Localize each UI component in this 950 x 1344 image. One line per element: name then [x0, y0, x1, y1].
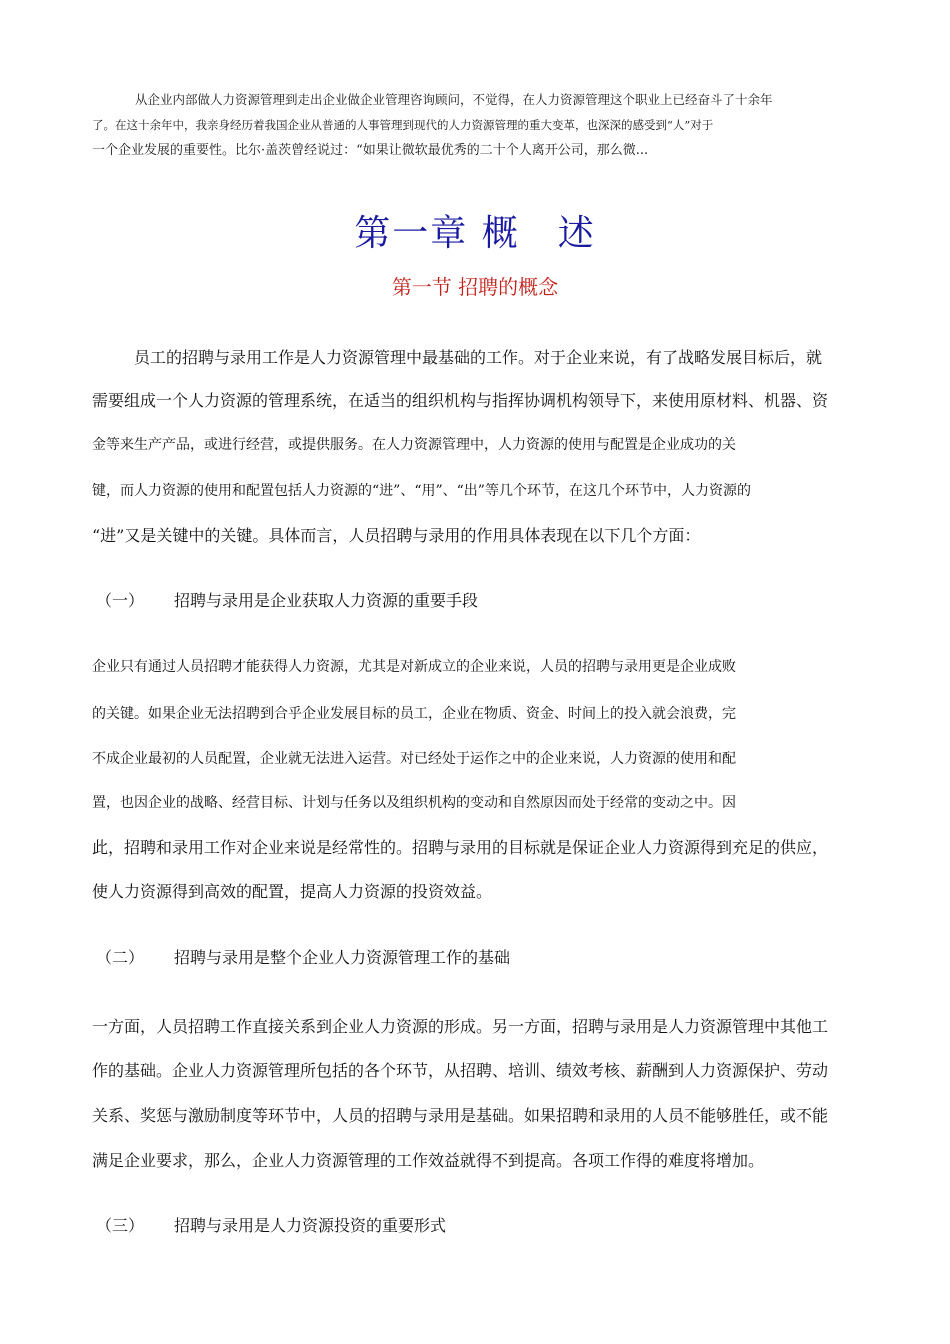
heading-3	[96, 1218, 446, 1234]
intro-line-3: 一个企业发展的重要性。比尔·盖茨曾经说过：“如果让微软最优秀的二十个人离开公司，那么微...	[92, 143, 649, 158]
paragraph-3-line-1: 一方面，人员招聘工作直接关系到企业人力资源的形成。另一方面，招聘与录用是人力资源管理中其他工	[92, 1017, 829, 1036]
heading-1-text: 招聘与录用是企业获取人力资源的重要手段	[174, 591, 479, 610]
paragraph-2-line-6: 使人力资源得到高效的配置，提高人力资源的投资效益。	[92, 882, 493, 901]
intro-line-1: 从企业内部做人力资源管理到走出企业做企业管理咨询顾问，不觉得，在人力资源管理这个职业上已经奋斗了十余年	[135, 92, 773, 107]
paragraph-1-line-3: 金等来生产产品，或进行经营，或提供服务。在人力资源管理中，人力资源的使用与配置是企业成功的关	[92, 437, 736, 453]
paragraph-2-line-3: 不成企业最初的人员配置，企业就无法进入运营。对已经处于运作之中的企业来说，人力资源的使用和配	[92, 751, 736, 767]
chapter-title: 第一章 概 述	[354, 213, 596, 254]
paragraph-2-line-4: 置，也因企业的战略、经营目标、计划与任务以及组织机构的变动和自然原因而处于经常的变动之中。因	[92, 795, 736, 811]
paragraph-1-line-2: 需要组成一个人力资源的管理系统，在适当的组织机构与指挥协调机构领导下，来使用原材料、机器、资	[92, 391, 829, 410]
heading-3-number: （三）	[96, 1216, 145, 1235]
paragraph-2-line-2: 的关键。如果企业无法招聘到合乎企业发展目标的员工，企业在物质、资金、时间上的投入就会浪费，完	[92, 706, 736, 722]
heading-3-text: 招聘与录用是人力资源投资的重要形式	[174, 1216, 447, 1235]
intro-line-2: 了。在这十余年中，我亲身经历着我国企业从普通的人事管理到现代的人力资源管理的重大变革，也深深的感受到“人”对于	[92, 118, 714, 132]
heading-2	[96, 950, 510, 966]
paragraph-2-line-1: 企业只有通过人员招聘才能获得人力资源，尤其是对新成立的企业来说，人员的招聘与录用更是企业成败	[92, 659, 736, 675]
paragraph-3-line-3: 关系、奖惩与激励制度等环节中，人员的招聘与录用是基础。如果招聘和录用的人员不能够胜任，或不能	[92, 1106, 829, 1125]
paragraph-1-line-5: “进”又是关键中的关键。具体而言，人员招聘与录用的作用具体表现在以下几个方面：	[92, 526, 701, 545]
paragraph-2-line-5: 此，招聘和录用工作对企业来说是经常性的。招聘与录用的目标就是保证企业人力资源得到充足的供应，	[92, 838, 829, 857]
heading-1	[96, 593, 478, 609]
paragraph-1-line-1: 员工的招聘与录用工作是人力资源管理中最基础的工作。对于企业来说，有了战略发展目标后，就	[134, 348, 823, 367]
heading-1-number: （一）	[96, 591, 145, 610]
paragraph-3-line-4: 满足企业要求，那么，企业人力资源管理的工作效益就得不到提高。各项工作得的难度将增加。	[92, 1151, 765, 1170]
paragraph-1-line-4: 键，而人力资源的使用和配置包括人力资源的“进”、“用”、“出”等几个环节，在这几个环节中，人力资源的	[92, 483, 751, 499]
heading-2-text: 招聘与录用是整个企业人力资源管理工作的基础	[174, 948, 511, 967]
paragraph-3-line-2: 作的基础。企业人力资源管理所包括的各个环节，从招聘、培训、绩效考核、薪酬到人力资源保护、劳动	[92, 1061, 829, 1080]
heading-2-number: （二）	[96, 948, 145, 967]
section-title: 第一节 招聘的概念	[391, 275, 559, 299]
